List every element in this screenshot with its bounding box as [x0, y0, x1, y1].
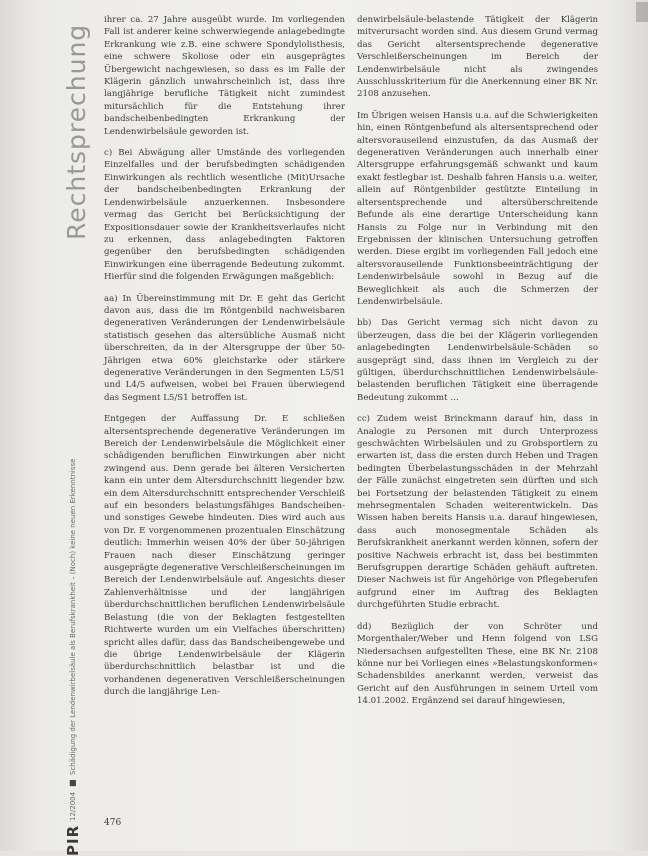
right-text-column	[357, 14, 598, 717]
paragraph: denwirbelsäule-belastende Tätigkeit der Klägerin mitverursacht worden sind. Aus diesem Grund vermag das Gericht altersentsprechende degenerative Verschleißerscheinungen im Bereich der Lendenwirbelsäule nicht als zwingendes Ausschlusskriterium für die Anerkennung einer BK Nr. 2108 anzusehen.	[357, 15, 598, 100]
paragraph: Im Übrigen weisen Hansis u.a. auf die Schwierigkeiten hin, einen Röntgenbefund als altersentsprechend oder altersvorauseilend einzustufen, da das Ausmaß der degenerativen Veränderungen auch innerhalb einer Altersgruppe erfahrungsgemäß schwankt und kaum exakt festlegbar ist. Deshalb fahren Hansis u.a. weiter, allein auf Röntgenbilder gestützte Einteilung in altersentsprechende und altersüberschreitende Befunde als eine derartige Unterscheidung kann Hansis zu Folge nur in Verbindung mit den Ergebnissen der klinischen Untersuchung getroffen werden. Diese ergibt im vorliegenden Fall jedoch eine altersvorauseilende Funktionsbeeinträchtigung der Lendenwirbelsäule sowohl in Bezug auf die Beweglichkeit als auch die Schmerzen der Lendenwirbelsäule.	[357, 110, 598, 307]
paragraph: cc) Zudem weist Brinckmann darauf hin, dass in Analogie zu Personen mit durch Unterprozess geschwächten Wirbelsäulen und zu Grobsportlern zu erwarten ist, dass die ersten durch Heben und Tragen bedingten Überbelastungsschäden in der Mehrzahl der Fälle zunächst eingetreten sein dürften und sich bei Fortsetzung der belastenden Tätigkeit zu einem mehrsegmentalen Schaden weiterentwickeln. Das Wissen haben bereits Hansis u.a. darauf hingewiesen, dass auch monosegmentale Schäden als Berufskrankheit anerkannt werden können, sofern der positive Nachweis erbracht ist, dass bei bestimmten Berufsgruppen derartige Schäden gehäuft auftreten. Dieser Nachweis ist für Angehörige von Pflegeberufen aufgrund einer im Auftrag des Beklagten durchgeführten Studie erbracht.	[357, 414, 598, 611]
paragraph: aa) In Übereinstimmung mit Dr. E geht das Gericht davon aus, dass die im Röntgenbild nachweisbaren degenerativen Veränderungen der Lendenwirbelsäule statistisch gesehen das altersübliche Ausmaß nicht überschreiten, da in der Altersgruppe der über 50-Jährigen etwa 60% gleichstarke oder stärkere degenerative Veränderungen in den Segmenten L5/S1 und L4/5 aufweisen, wobei bei Frauen überwiegend das Segment L5/S1 betroffen ist.	[104, 293, 345, 403]
scan-edge-mark	[636, 2, 648, 22]
article-topic: Schädigung der Lendenwirbelsäule als Berufskrankheit – (Noch) keine neuen Erkenntnisse	[69, 458, 77, 775]
sidebar-separator: ■	[68, 778, 78, 788]
journal-issue: 12/2004	[69, 791, 77, 821]
section-label: Rechtsprechung	[62, 23, 91, 240]
paragraph: bb) Das Gericht vermag sich nicht davon zu überzeugen, dass die bei der Klägerin vorliegenden anlagebedingten Lendenwirbelsäule-Schäden so ausgeprägt sind, dass ihnen im Vergleich zu der gültigen, überdurchschnittlichen Lendenwirbelsäule-belastenden beruflichen Tätigkeit eine überragende Bedeutung zukommt …	[357, 318, 598, 403]
paragraph: dd) Bezüglich der von Schröter und Morgenthaler/Weber und Henn folgend von LSG Niedersachsen aufgestellten These, eine BK Nr. 2108 könne nur bei Vorliegen eines »Belastungskonformen« Schadensbildes anerkannt werden, verweist das Gericht auf den Ausführungen in seinem Urteil vom 14.01.2002. Ergänzend sei darauf hingewiesen,	[357, 621, 598, 707]
journal-logo: PIR	[64, 824, 82, 856]
paragraph: c) Bei Abwägung aller Umstände des vorliegenden Einzelfalles und der berufsbedingten schädigenden Einwirkungen als rechtlich wesentliche (Mit)Ursache der bandscheibenbedingten Erkrankung der Lendenwirbelsäule anzuerkennen. Insbesondere vermag das Gericht bei Berücksichtigung der Expositionsdauer sowie der Krankheitsverlaufes nicht zu erkennen, dass anlagebedingten Faktoren gegenüber den berufsbedingten schädigenden Einwirkungen eine überragende Bedeutung zukommt. Hierfür sind die folgenden Erwägungen maßgeblich:	[104, 148, 345, 283]
left-text-column	[104, 14, 345, 708]
paragraph: Entgegen der Auffassung Dr. E schließen altersentsprechende degenerative Veränderungen im Bereich der Lendenwirbelsäule die Möglichkeit einer schädigenden beruflichen Einwirkungen aber nicht zwingend aus. Denn gerade bei älteren Versicherten kann ein unter dem Altersdurchschnitt liegender bzw. ein dem Altersdurchschnitt entsprechender Verschleiß auf ein besonders belastungsfähiges Bandscheiben- und sonstiges Gewebe hindeuten. Dies wird auch aus von Dr. E vorgenommenen prozentualen Einschätzung deutlich: Immerhin weisen 40% der über 50-jährigen Frauen nach dieser Einschätzung geringer ausgeprägte degenerative Verschleißerscheinungen im Bereich der Lendenwirbelsäule auf. Angesichts dieser Zahlenverhältnisse und der langjährigen überdurchschnittlichen beruflichen Lendenwirbelsäule Belastung (die von der Beklagten festgestellten Richtwerte wurden um ein Vielfaches überschritten) spricht alles dafür, dass das Bandscheibengewebe und die übrige Lendenwirbelsäule der Klägerin überdurchschnittlich belastbar ist und die vorhandenen degenerativen Verschleißerscheinungen durch die langjährige Len-	[104, 414, 345, 698]
page-number: 476	[104, 818, 122, 828]
journal-sidebar	[64, 458, 82, 856]
paragraph: ihrer ca. 27 Jahre ausgeübt wurde. Im vorliegenden Fall ist anderer keine schwerwiegende anlagebedingte Erkrankung wie z.B. eine schwere Spondylolisthesis, eine schwere Skoliose oder ein ausgeprägtes Übergewicht nachgewiesen, so dass es im Falle der Klägerin gänzlich unwahrscheinlich ist, dass ihre langjährige berufliche Tätigkeit nicht zumindest mitursächlich für die Entstehung ihrer bandscheibenbedingten Erkrankung der Lendenwirbelsäule geworden ist.	[104, 15, 345, 137]
